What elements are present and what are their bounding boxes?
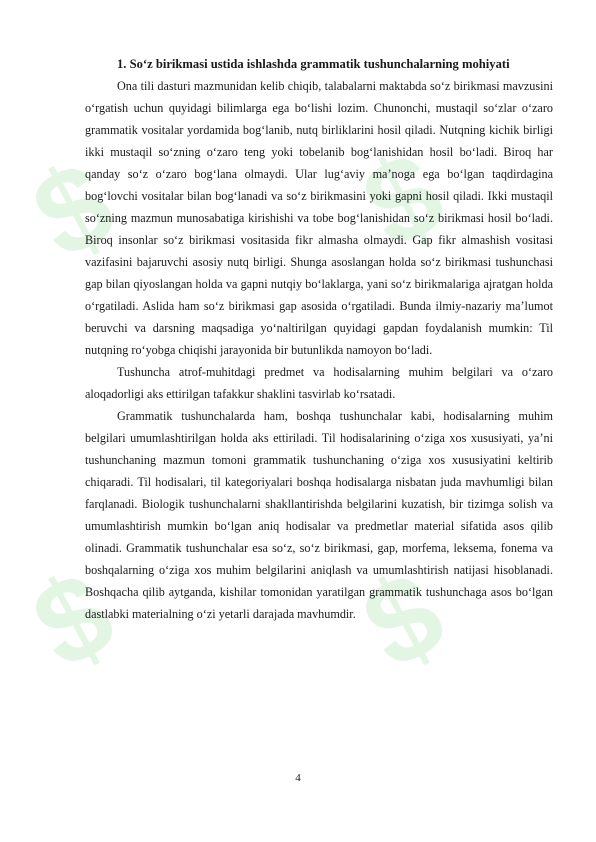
watermark-logo: $ [342, 125, 465, 275]
watermark-logo: $ [12, 135, 135, 285]
paragraph: Tushuncha atrof-muhitdagi predmet va hodisalarning muhim belgilari va o‘zaro aloqadorligi aks ettirilgan tafakkur shaklini tasvirlab ko‘rsatadi. [85, 365, 553, 401]
watermark-logo: $ [12, 545, 135, 695]
paragraph: Grammatik tushunchalarda ham, boshqa tushunchalar kabi, hodisalarning muhim belgilari umumlashtirilgan holda aks ettiriladi. Til hodisalarining o‘ziga xos xususiyati, ya’ni tushunchaning mazmun tomoni grammatik tushunchaning o‘ziga xos xususiyatini keltirib chiqaradi. Til hodisalari, til kategoriyalari boshqa hodisalarga nisbatan juda mavhumligi bilan farqlanadi. Biologik tushunchalarni shakllantirishda belgilarini kuzatish, bir tizimga solish va umumlashtirish mumkin bo‘lgan aniq hodisalar va predmetlar material sifatida asos qilib olinadi. Grammatik tushunchalar esa so‘z, so‘z birikmasi, gap, morfema, leksema, fonema va boshqalarning o‘ziga xos muhim belgilarini aniqlash va umumlashtirish natijasi hisoblanadi. Boshqacha qilib aytganda, kishilar tomonidan yaratilgan grammatik tushunchaga asos bo‘lgan dastlabki materialning o‘zi yetarli darajada mavhumdir. [85, 409, 553, 621]
section-heading: 1. So‘z birikmasi ustida ishlashda grammatik tushunchalarning mohiyati [117, 57, 510, 71]
watermark-logo: $ [342, 545, 465, 695]
page-number: 4 [295, 772, 301, 784]
paragraph: Ona tili dasturi mazmunidan kelib chiqib, talabalarni maktabda so‘z birikmasi mavzusini o‘rgatish uchun quyidagi bilimlarga ega bo‘lishi lozim. Chunonchi, mustaqil so‘zlar o‘zaro grammatik vositalar yordamida bog‘lanib, nutq birliklarini hosil qiladi. Nutqning kichik birligi ikki mustaqil so‘zning o‘zaro teng yoki tobelanib bog‘lanishidan hosil bo‘ladi. Biroq har qanday so‘z o‘zaro bog‘lana olmaydi. Ular lug‘aviy ma’noga ega bo‘lgan taqdirdagina bog‘lovchi vositalar bilan bog‘lanadi va so‘z birikmasini yoki gapni hosil qiladi. Ikki mustaqil so‘zning mazmun munosabatiga kirishishi va tobe bog‘lanishidan so‘z birikmasi hosil bo‘ladi. Biroq insonlar so‘z birikmasi vositasida fikr almasha olmaydi. Gap fikr almashish vositasi vazifasini bajaruvchi asosiy nutq birligi. Shunga asoslangan holda so‘z birikmasi tushunchasi gap bilan qiyoslangan holda va gapni nutqiy bo‘laklarga, yani so‘z birikmalariga ajratgan holda o‘rgatiladi. Aslida ham so‘z birikmasi gap asosida o‘rgatiladi. Bunda ilmiy-nazariy ma’lumot beruvchi va darsning maqsadiga yo‘naltirilgan quyidagi gapdan foydalanish mumkin: Til nutqning ro‘yobga chiqishi jarayonida bir butunlikda namoyon bo‘ladi. [85, 79, 553, 357]
page-body [85, 54, 553, 625]
